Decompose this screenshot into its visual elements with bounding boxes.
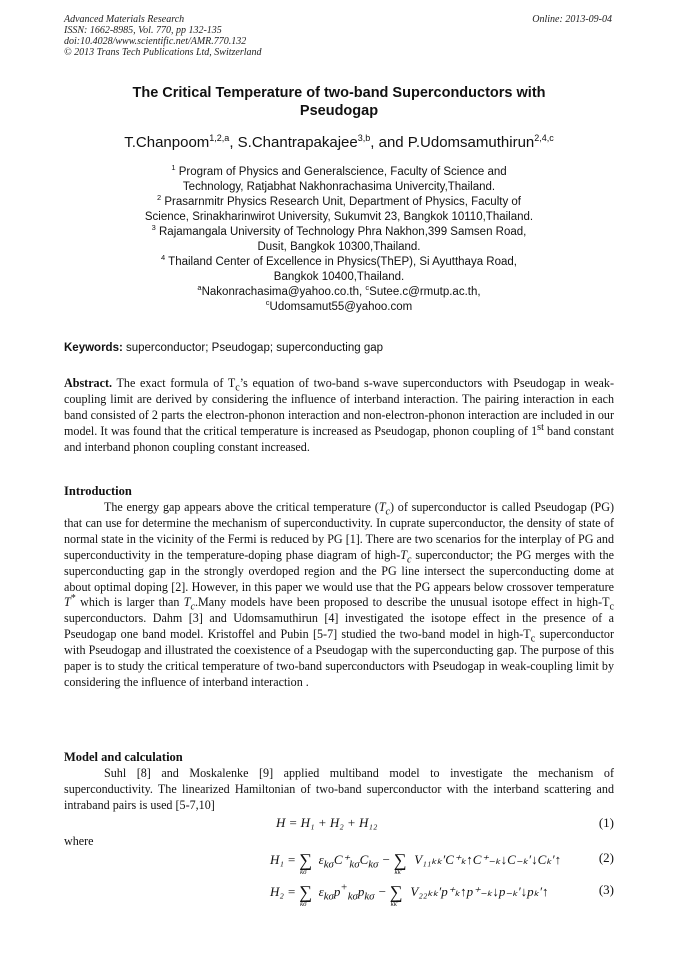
body-text: Suhl [8] and Moskalenke [9] applied multiband model to investigate the mechanism of superconductivity. The linearized Hamiltonian of two-band superconductor with the interband scattering and intraband pairs is used [5-7,10] [64, 766, 614, 812]
subscript: c [609, 601, 614, 613]
affil-mark: 4 [161, 253, 166, 263]
eq-term: ε [318, 852, 324, 867]
online-date: Online: 2013-09-04 [532, 14, 612, 25]
affil-line: Program of Physics and Generalscience, Faculty of Science and [175, 166, 507, 178]
author-1: T.Chanpoom [124, 134, 210, 151]
affil-line: Rajamangala University of Technology Phra Nakhon,399 Samsen Road, [155, 226, 527, 238]
email-mark: a [197, 283, 202, 293]
section-heading-model: Model and calculation [64, 750, 183, 764]
title-line-1: The Critical Temperature of two-band Superconductors with [132, 85, 546, 101]
eq-term: V₂₂ₖₖ′ [410, 884, 442, 899]
eq-term: C⁺ [333, 852, 350, 867]
body-text: superconductors. Dahm [3] and Udomsamuthirun [4] investigated the isotope effect in the presence of a Pseudogap one band model. Kristoffel and Pubin [5-7] studied the two-band model in high-T [64, 611, 614, 642]
subscript: c [406, 554, 412, 566]
affil-mark: 3 [151, 223, 156, 233]
email-1: Nakonrachasima@yahoo.co.th, [201, 286, 366, 298]
affil-line: Bangkok 10400,Thailand. [273, 271, 405, 283]
sum-index: kσ [300, 900, 307, 908]
journal-issn: ISSN: 1662-8985, Vol. 770, pp 132-135 [64, 25, 222, 36]
eq-term: p⁺ₖ↑p⁺₋ₖ↓p₋ₖ′↓pₖ′↑ [441, 884, 549, 899]
where-label: where [64, 834, 94, 848]
abstract-text: ’s equation of two-band s-wave superconductors with Pseudogap in weak-coupling limit are derived by considering the influence of interband interaction. The pairing interaction in each band consisted of 2 parts the electron-phonon interaction and non-electron-phonon interaction are included in our model. It was found that the critical temperature is increased as Pseudogap, phonon coupling of 1 [64, 376, 614, 438]
body-text: which is larger than [75, 595, 184, 610]
body-text: The energy gap appears above the critical temperature ( [104, 500, 379, 514]
equation-number: (3) [598, 882, 614, 897]
author-list [64, 134, 614, 151]
equation-expression: $H_1 = \sum_{k\sigma}\varepsilon_{k\sigma}C^+_{k\sigma}C_{k\sigma}$ − $\sum_{kk'}V_{11kk}'C^+_k↑C^+_{-k}↓C_{-k}'↓C_k'↑$ [270, 850, 562, 876]
symbol: T [378, 500, 386, 514]
keywords-text: superconductor; Pseudogap; superconducting gap [122, 342, 384, 354]
eq-term: C⁺ₖ↑C⁺₋ₖ↓C₋ₖ′↓Cₖ′↑ [445, 852, 562, 867]
author-2-affil: 3,b [357, 133, 371, 143]
sum-symbol: ∑ [393, 850, 407, 870]
journal-doi: doi:10.4028/www.scientific.net/AMR.770.132 [64, 36, 247, 47]
author-3: , and P.Udomsamuthirun [370, 134, 535, 151]
symbol: T [400, 547, 407, 562]
abstract [64, 376, 614, 456]
email-mark: c [365, 283, 370, 293]
abstract-label: Abstract. [64, 376, 113, 390]
equation-number: (2) [598, 850, 614, 865]
eq-lhs: H₂ = [270, 884, 300, 899]
email-mark: c [265, 298, 270, 308]
sum-symbol: ∑ [299, 882, 313, 902]
paper-title [64, 84, 614, 120]
subscript: c [530, 633, 536, 645]
email-2: Sutee.c@rmutp.ac.th, [369, 286, 481, 298]
author-2: , S.Chantrapakajee [229, 134, 358, 151]
affil-line: Thailand Center of Excellence in Physics(ThEP), Si Ayutthaya Road, [165, 256, 517, 268]
journal-name: Advanced Materials Research [64, 14, 185, 25]
sum-index: kk′ [394, 868, 403, 876]
sum-index: kσ [300, 868, 307, 876]
equation-3 [200, 882, 614, 910]
sum-symbol: ∑ [389, 882, 403, 902]
equation-number: (1) [598, 815, 614, 830]
journal-copyright: © 2013 Trans Tech Publications Ltd, Switzerland [64, 47, 262, 58]
keywords [64, 342, 383, 354]
title-line-2: Pseudogap [299, 103, 379, 119]
body-text: superconductor with Pseudogap and illustrated the coexistence of a Pseudogap with the superconducting gap. The purpose of this paper is to study the critical temperature of two-band superconductors with Pseudogap in weak-coupling limit by considering the influence of interband interaction . [64, 627, 615, 689]
affil-mark: 2 [157, 193, 162, 203]
abstract-text: The exact formula of T [112, 376, 236, 390]
affiliations [64, 165, 614, 315]
affil-line: Science, Srinakharinwirot University, Sukumvit 23, Bangkok 10110,Thailand. [144, 211, 534, 223]
body-text: ) of superconductor is called Pseudogap (PG) that can use for determine the mechanism of superconductivity. In cuprate superconductor, the density of state of normal state in the vicinity of the Fermi is reduced by PG [1]. There are two scenarios for the interplay of PG and superconductivity in the temperature-doping phase diagram of high- [64, 500, 614, 562]
sum-symbol: ∑ [299, 850, 313, 870]
journal-header [64, 14, 262, 58]
author-3-affil: 2,4,c [534, 133, 554, 143]
email-3: Udomsamut55@yahoo.com [269, 301, 413, 313]
sum-index: kk′ [390, 900, 399, 908]
introduction-paragraph [64, 500, 614, 691]
affil-line: Prasarnmitr Physics Research Unit, Department of Physics, Faculty of [161, 196, 521, 208]
subscript: c [235, 382, 240, 394]
eq-term: C [359, 852, 369, 867]
subscript: c [385, 506, 391, 518]
equation-expression: H = H₁ + H₂ + H₁₂ [276, 815, 378, 830]
equation-2 [200, 850, 614, 878]
symbol: T [64, 595, 71, 610]
section-heading-introduction: Introduction [64, 484, 132, 498]
affil-line: Technology, Ratjabhat Nakhonrachasima Univercity,Thailand. [182, 181, 496, 193]
eq-lhs: H₁ = [270, 852, 300, 867]
keywords-label: Keywords: [64, 342, 123, 354]
superscript: * [70, 593, 76, 605]
eq-term: V₁₁ₖₖ′ [414, 852, 446, 867]
abstract-text: band constant and interband phonon coupling constant increased. [64, 423, 614, 454]
body-text: superconductor; the PG merges with the superconducting gap in the strongly overdoped region and the PG line intersect the superconducting dome at about optimal doping [2]. However, in this paper we would use that the PG appears below crossover temperature [64, 547, 614, 594]
symbol: T [183, 595, 191, 610]
body-text: .Many models have been proposed to describe the unusual isotope effect in high-T [194, 595, 610, 610]
model-paragraph [64, 766, 614, 814]
affil-line: Dusit, Bangkok 10300,Thailand. [257, 241, 421, 253]
affil-mark: 1 [171, 163, 176, 173]
superscript: st [537, 421, 544, 433]
author-1-affil: 1,2,a [209, 133, 230, 143]
subscript: c [190, 601, 195, 613]
equation-expression: $H_2 = \sum_{k\sigma}\varepsilon_{k\sigma}p^+_{k\sigma}p_{k\sigma}$ − $\sum_{kk'}V_{22kk}'p^+_k↑p^+_{-k}↓p_{-k}'↓p_k'↑$ [270, 881, 549, 908]
